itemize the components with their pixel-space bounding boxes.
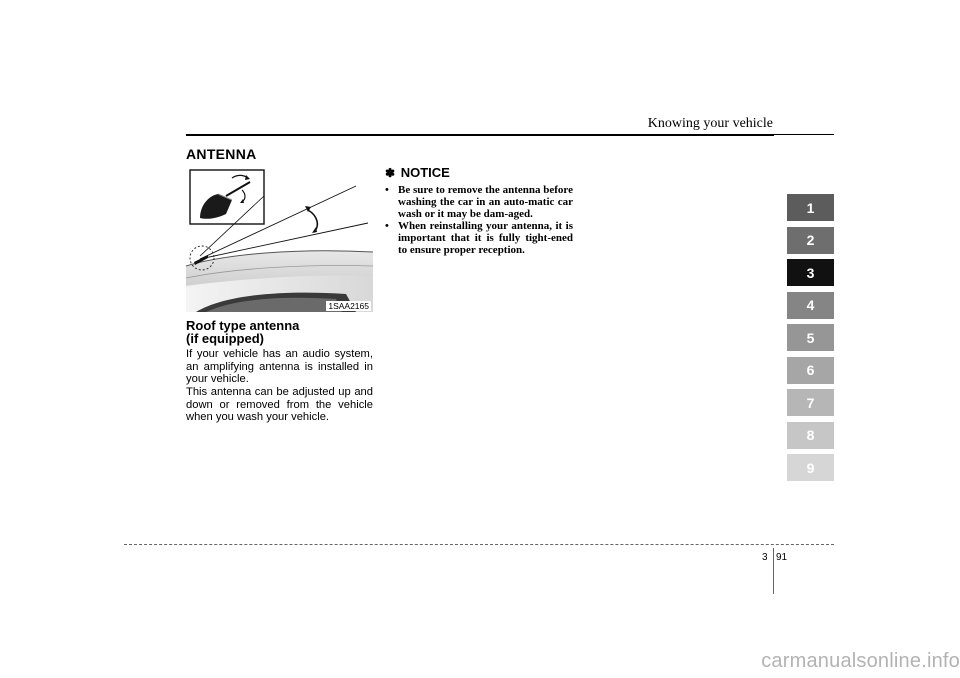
chapter-tab-6[interactable]: 6	[787, 357, 834, 384]
chapter-tab-2[interactable]: 2	[787, 227, 834, 254]
notice-item-text: Be sure to remove the antenna before washing the car in an auto-matic car wash or it may be dam-aged.	[398, 184, 573, 220]
running-header: Knowing your vehicle	[647, 116, 773, 131]
antenna-figure	[186, 166, 373, 312]
section-title: ANTENNA	[186, 146, 257, 162]
bullet-icon: •	[385, 184, 389, 196]
chapter-tab-8[interactable]: 8	[787, 422, 834, 449]
roof-antenna-heading-line1: Roof type antenna	[186, 318, 300, 333]
chapter-tab-4[interactable]: 4	[787, 292, 834, 319]
page-chapter-number: 3	[762, 552, 768, 563]
chapter-tab-3[interactable]: 3	[787, 259, 834, 286]
notice-mark-icon: ✽	[385, 166, 396, 180]
chapter-tab-9[interactable]: 9	[787, 454, 834, 481]
chapter-tabs	[787, 194, 834, 487]
page-number: 91	[776, 552, 788, 563]
roof-antenna-paragraph: This antenna can be adjusted up and down or removed from the vehicle when you wash your vehicle.	[186, 386, 373, 423]
roof-antenna-heading	[186, 319, 299, 345]
notice-list	[385, 184, 573, 256]
roof-antenna-illustration	[186, 166, 373, 312]
notice-item	[385, 220, 573, 256]
roof-antenna-heading-line2: (if equipped)	[186, 331, 264, 346]
notice-title-text: NOTICE	[400, 165, 450, 180]
figure-code: 1SAA2165	[328, 301, 369, 311]
header-rule-extension	[774, 134, 834, 135]
chapter-tab-1[interactable]: 1	[787, 194, 834, 221]
header-rule	[186, 134, 774, 136]
notice-item-text: When reinstalling your antenna, it is important that it is fully tight-ened to ensure proper reception.	[398, 220, 573, 256]
chapter-tab-7[interactable]: 7	[787, 389, 834, 416]
chapter-tab-5[interactable]: 5	[787, 324, 834, 351]
roof-antenna-paragraph: If your vehicle has an audio system, an amplifying antenna is installed in your vehicle.	[186, 348, 373, 385]
watermark: carmanualsonline.info	[761, 650, 960, 672]
notice-title	[385, 165, 450, 180]
footer-vertical-rule	[773, 548, 774, 594]
footer-rule	[124, 544, 834, 545]
bullet-icon: •	[385, 220, 389, 232]
notice-item	[385, 184, 573, 220]
